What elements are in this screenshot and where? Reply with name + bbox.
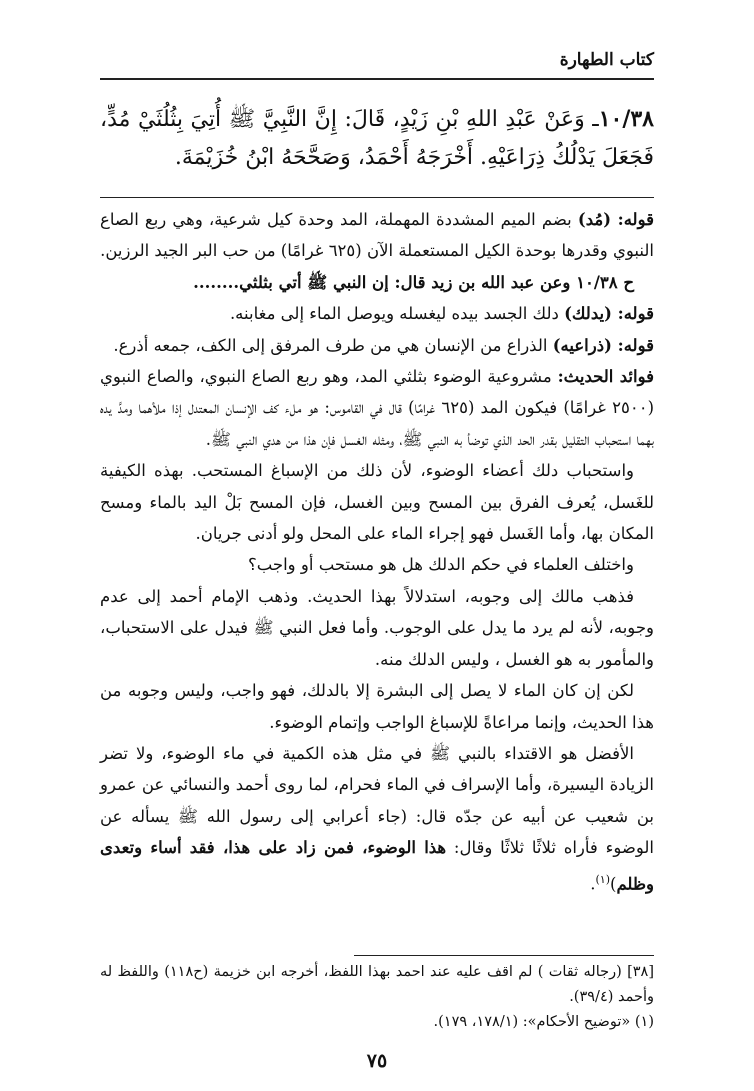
commentary-paragraph-6: واستحباب دلك أعضاء الوضوء، لأن ذلك من الإسباغ المستحب. بهذه الكيفية للغَسل، يُعرف الفرق بين المسح وبين الغسل، فإن المسح بَلْ اليد بالماء ومسح المكان بها، وأما الغَسل فهو إجراء الماء على المحل ولو أدنى جريان.	[100, 461, 654, 544]
commentary-paragraph-5	[100, 361, 654, 455]
hadith-text: ـ وَعَنْ عَبْدِ اللهِ بْنِ زَيْدٍ، قَالَ: إِنَّ النَّبِيَّ ﷺ أُتِيَ بِثُلُثَيْ مُدٍّ، فَجَعَلَ يَدْلُكُ ذِرَاعَيْهِ. أَخْرَجَهُ أَحْمَدُ، وَصَحَّحَهُ ابْنُ خُزَيْمَةَ.	[100, 107, 654, 170]
commentary-paragraph-3	[100, 298, 654, 329]
footnote-ref-1: (١)	[595, 872, 611, 886]
commentary-block	[100, 204, 654, 899]
footnote-divider	[354, 955, 654, 956]
commentary-paragraph-1	[100, 204, 654, 267]
running-header: كتاب الطهارة	[559, 50, 654, 70]
commentary-paragraph-9: لكن إن كان الماء لا يصل إلى البشرة إلا بالدلك، فهو واجب، وليس وجوبه من هذا الحديث، وإنما مراعاةً للإسباغ الواجب وإتمام الوضوء.	[100, 681, 654, 732]
hadith-number: ١٠/٣٨	[598, 106, 654, 132]
term-text-mudd: بضم الميم المشددة المهملة، المد وحدة كيل شرعية، وهي ربع الصاع النبوي وقدرها بوحدة الكيل المستعملة الآن (٦٢٥ غرامًا) من حب البر الجيد الرزين.	[100, 210, 654, 261]
hadith-divider	[100, 197, 654, 198]
term-text-dhiraayh: الذراع من الإنسان هي من طرف المرفق إلى الكف، جمعه أذرع.	[113, 335, 553, 355]
commentary-paragraph-4	[100, 330, 654, 361]
term-label-mudd: قوله: (مُد)	[577, 210, 654, 229]
paragraph-10-text: الأفضل هو الاقتداء بالنبي ﷺ في مثل هذه الكمية في ماء الوضوء، ولا تضر الزيادة اليسيرة، وأما الإسراف في الماء فحرام، لما روى أحمد والنسائي عن عمرو بن شعيب عن أبيه عن جدّه قال: (جاء أعرابي إلى رسول الله ﷺ يسأله عن الوضوء فأراه ثلاثًا ثلاثًا وقال:	[100, 743, 654, 858]
commentary-paragraph-10	[100, 738, 654, 900]
commentary-paragraph-8: فذهب مالك إلى وجوبه، استدلالاً بهذا الحديث. وذهب الإمام أحمد إلى عدم وجوبه، لأنه لم يرد ما يدل على الوجوب. وأما فعل النبي ﷺ فيدل على الاستحباب، والمأمور به هو الغسل ، وليس الدلك منه.	[100, 586, 654, 669]
footnote-38: [٣٨] (رجاله ثقات ) لم اقف عليه عند احمد بهذا اللفظ، أخرجه ابن خزيمة (ح١١٨) واللفظ له وأحمد (٣٩/٤).	[100, 964, 654, 1005]
commentary-paragraph-7: واختلف العلماء في حكم الدلك هل هو مستحب أو واجب؟	[247, 555, 634, 575]
paragraph-10-final: .	[590, 874, 596, 894]
paragraph-10-bold-quote: هذا الوضوء، فمن زاد على هذا، فقد أساء وتعدى وظلم	[100, 838, 654, 894]
hadith-text-block	[100, 100, 654, 177]
page-number: ٧٥	[366, 1050, 388, 1072]
paragraph-10-close: )	[610, 874, 617, 894]
footnotes-block	[100, 960, 654, 1035]
footnote-1: (١) «توضيح الأحكام»: (١٧٨/١، ١٧٩).	[433, 1014, 654, 1030]
benefits-text: مشروعية الوضوء بثلثي المد، وهو ربع الصاع النبوي، والصاع النبوي (٢٥٠٠ غرامًا) فيكون المد (٦٢٥ غرامًا) قال في القاموس: هو ملء كف الإنسان المعتدل إذا ملأهما ومدَّ يده بهما استحباب التقليل بقدر الحد الذي توضأ به النبي ﷺ، ومثله الغسل فإن هذا من هدي النبي ﷺ.	[100, 367, 654, 449]
hadith-restatement: ح ١٠/٣٨ وعن عبد الله بن زيد قال: إن النبي ﷺ أتي بثلثي........	[193, 272, 634, 292]
header-rule	[100, 78, 654, 80]
term-label-yadluk: قوله: (يدلك)	[564, 304, 654, 324]
benefits-label: فوائد الحديث:	[557, 367, 654, 387]
term-label-dhiraayh: قوله: (ذراعيه)	[552, 335, 654, 355]
term-text-yadluk: دلك الجسد بيده ليغسله ويوصل الماء إلى مغابنه.	[229, 304, 565, 324]
